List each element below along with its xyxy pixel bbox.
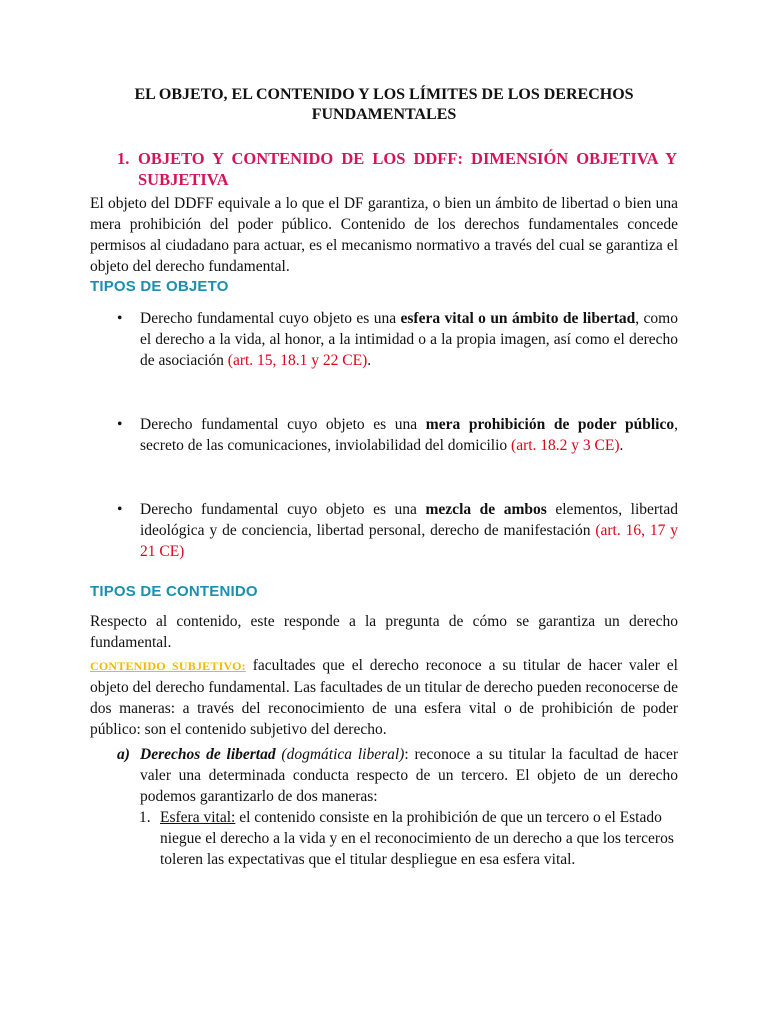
bold-text: mera prohibición de poder público xyxy=(425,416,675,433)
text-run: Derecho fundamental cuyo objeto es una xyxy=(140,501,426,518)
text-run: Derecho fundamental cuyo objeto es una xyxy=(140,310,401,327)
tipos-objeto-heading: TIPOS DE OBJETO xyxy=(90,278,229,295)
section-1-heading xyxy=(117,148,677,190)
article-reference: (art. 15, 18.1 y 22 CE) xyxy=(227,352,368,369)
text-run: . xyxy=(367,352,372,369)
list-item xyxy=(117,414,678,456)
list-item-text xyxy=(140,308,678,371)
list-item-1 xyxy=(139,807,678,870)
text-run: facultades que el derecho reconoce a su titular de hacer valer el objeto del derecho fundamental. Las facultades de un titular de derecho pueden reconocerse de dos maneras: a través del reconocimiento de una esfera vital o de prohibición de poder público: son el contenido subjetivo del derecho. xyxy=(90,657,678,738)
text-run: el contenido consiste en la prohibición de que un tercero o el Estado niegue el derecho a la vida y en el reconocimiento de un derecho a que los terceros toleren las expectativas que el titular despliegue en esa esfera vital. xyxy=(160,809,674,868)
text-run: , como el derecho a la vida, al honor, a la intimidad o a la propia imagen, así como el derecho de asociación xyxy=(140,310,678,369)
contenido-subjetivo-paragraph xyxy=(90,655,678,740)
italic-text: (dogmática liberal) xyxy=(275,746,405,763)
underlined-text: Esfera vital: xyxy=(160,809,236,826)
tipos-contenido-heading: TIPOS DE CONTENIDO xyxy=(90,583,258,600)
bullet-icon: • xyxy=(117,416,123,433)
bold-text: mezcla de ambos xyxy=(425,501,547,518)
intro-paragraph: El objeto del DDFF equivale a lo que el DF garantiza, o bien un ámbito de libertad o bien una mera prohibición del poder público. Contenido de los derechos fundamentales concede permisos al ciudadano para actuar, es el mecanismo normativo a través del cual se garantiza el objeto del derecho fundamental. xyxy=(90,195,678,275)
text-run: Derecho fundamental cuyo objeto es una xyxy=(140,416,426,433)
contenido-subjetivo-label: CONTENIDO SUBJETIVO: xyxy=(90,659,246,673)
list-item-text xyxy=(140,744,678,807)
list-item xyxy=(117,499,678,562)
bullet-icon: • xyxy=(117,310,123,327)
text-run: , secreto de las comunicaciones, inviolabilidad del domicilio xyxy=(140,416,678,454)
list-item-text xyxy=(140,499,678,562)
section-number: 1. xyxy=(117,149,130,168)
section-heading-text: OBJETO Y CONTENIDO DE LOS DDFF: DIMENSIÓN OBJETIVA Y SUBJETIVA xyxy=(138,149,677,189)
bold-italic-text: Derechos de libertad xyxy=(140,746,276,763)
article-reference: (art. 16, 17 y 21 CE) xyxy=(140,522,678,560)
list-item-a xyxy=(117,744,678,807)
list-item-text xyxy=(160,807,678,870)
article-reference: (art. 18.2 y 3 CE) xyxy=(511,437,620,454)
list-item-text xyxy=(140,414,678,456)
text-run: : reconoce a su titular la facultad de hacer valer una determinada conducta respecto de un tercero. El objeto de un derecho podemos garantizarlo de dos maneras: xyxy=(140,746,679,805)
text-run: elementos, libertad ideológica y de conciencia, libertad personal, derecho de manifestación xyxy=(140,501,678,539)
bullet-icon: • xyxy=(117,501,123,518)
list-label: a) xyxy=(117,746,130,763)
list-item xyxy=(117,308,678,371)
bold-text: esfera vital o un ámbito de libertad xyxy=(400,310,636,327)
contenido-paragraph: Respecto al contenido, este responde a la pregunta de cómo se garantiza un derecho fundamental. xyxy=(90,613,678,651)
document-title: EL OBJETO, EL CONTENIDO Y LOS LÍMITES DE LOS DERECHOS FUNDAMENTALES xyxy=(134,86,634,123)
text-run: . xyxy=(619,437,624,454)
list-number: 1. xyxy=(139,809,151,826)
